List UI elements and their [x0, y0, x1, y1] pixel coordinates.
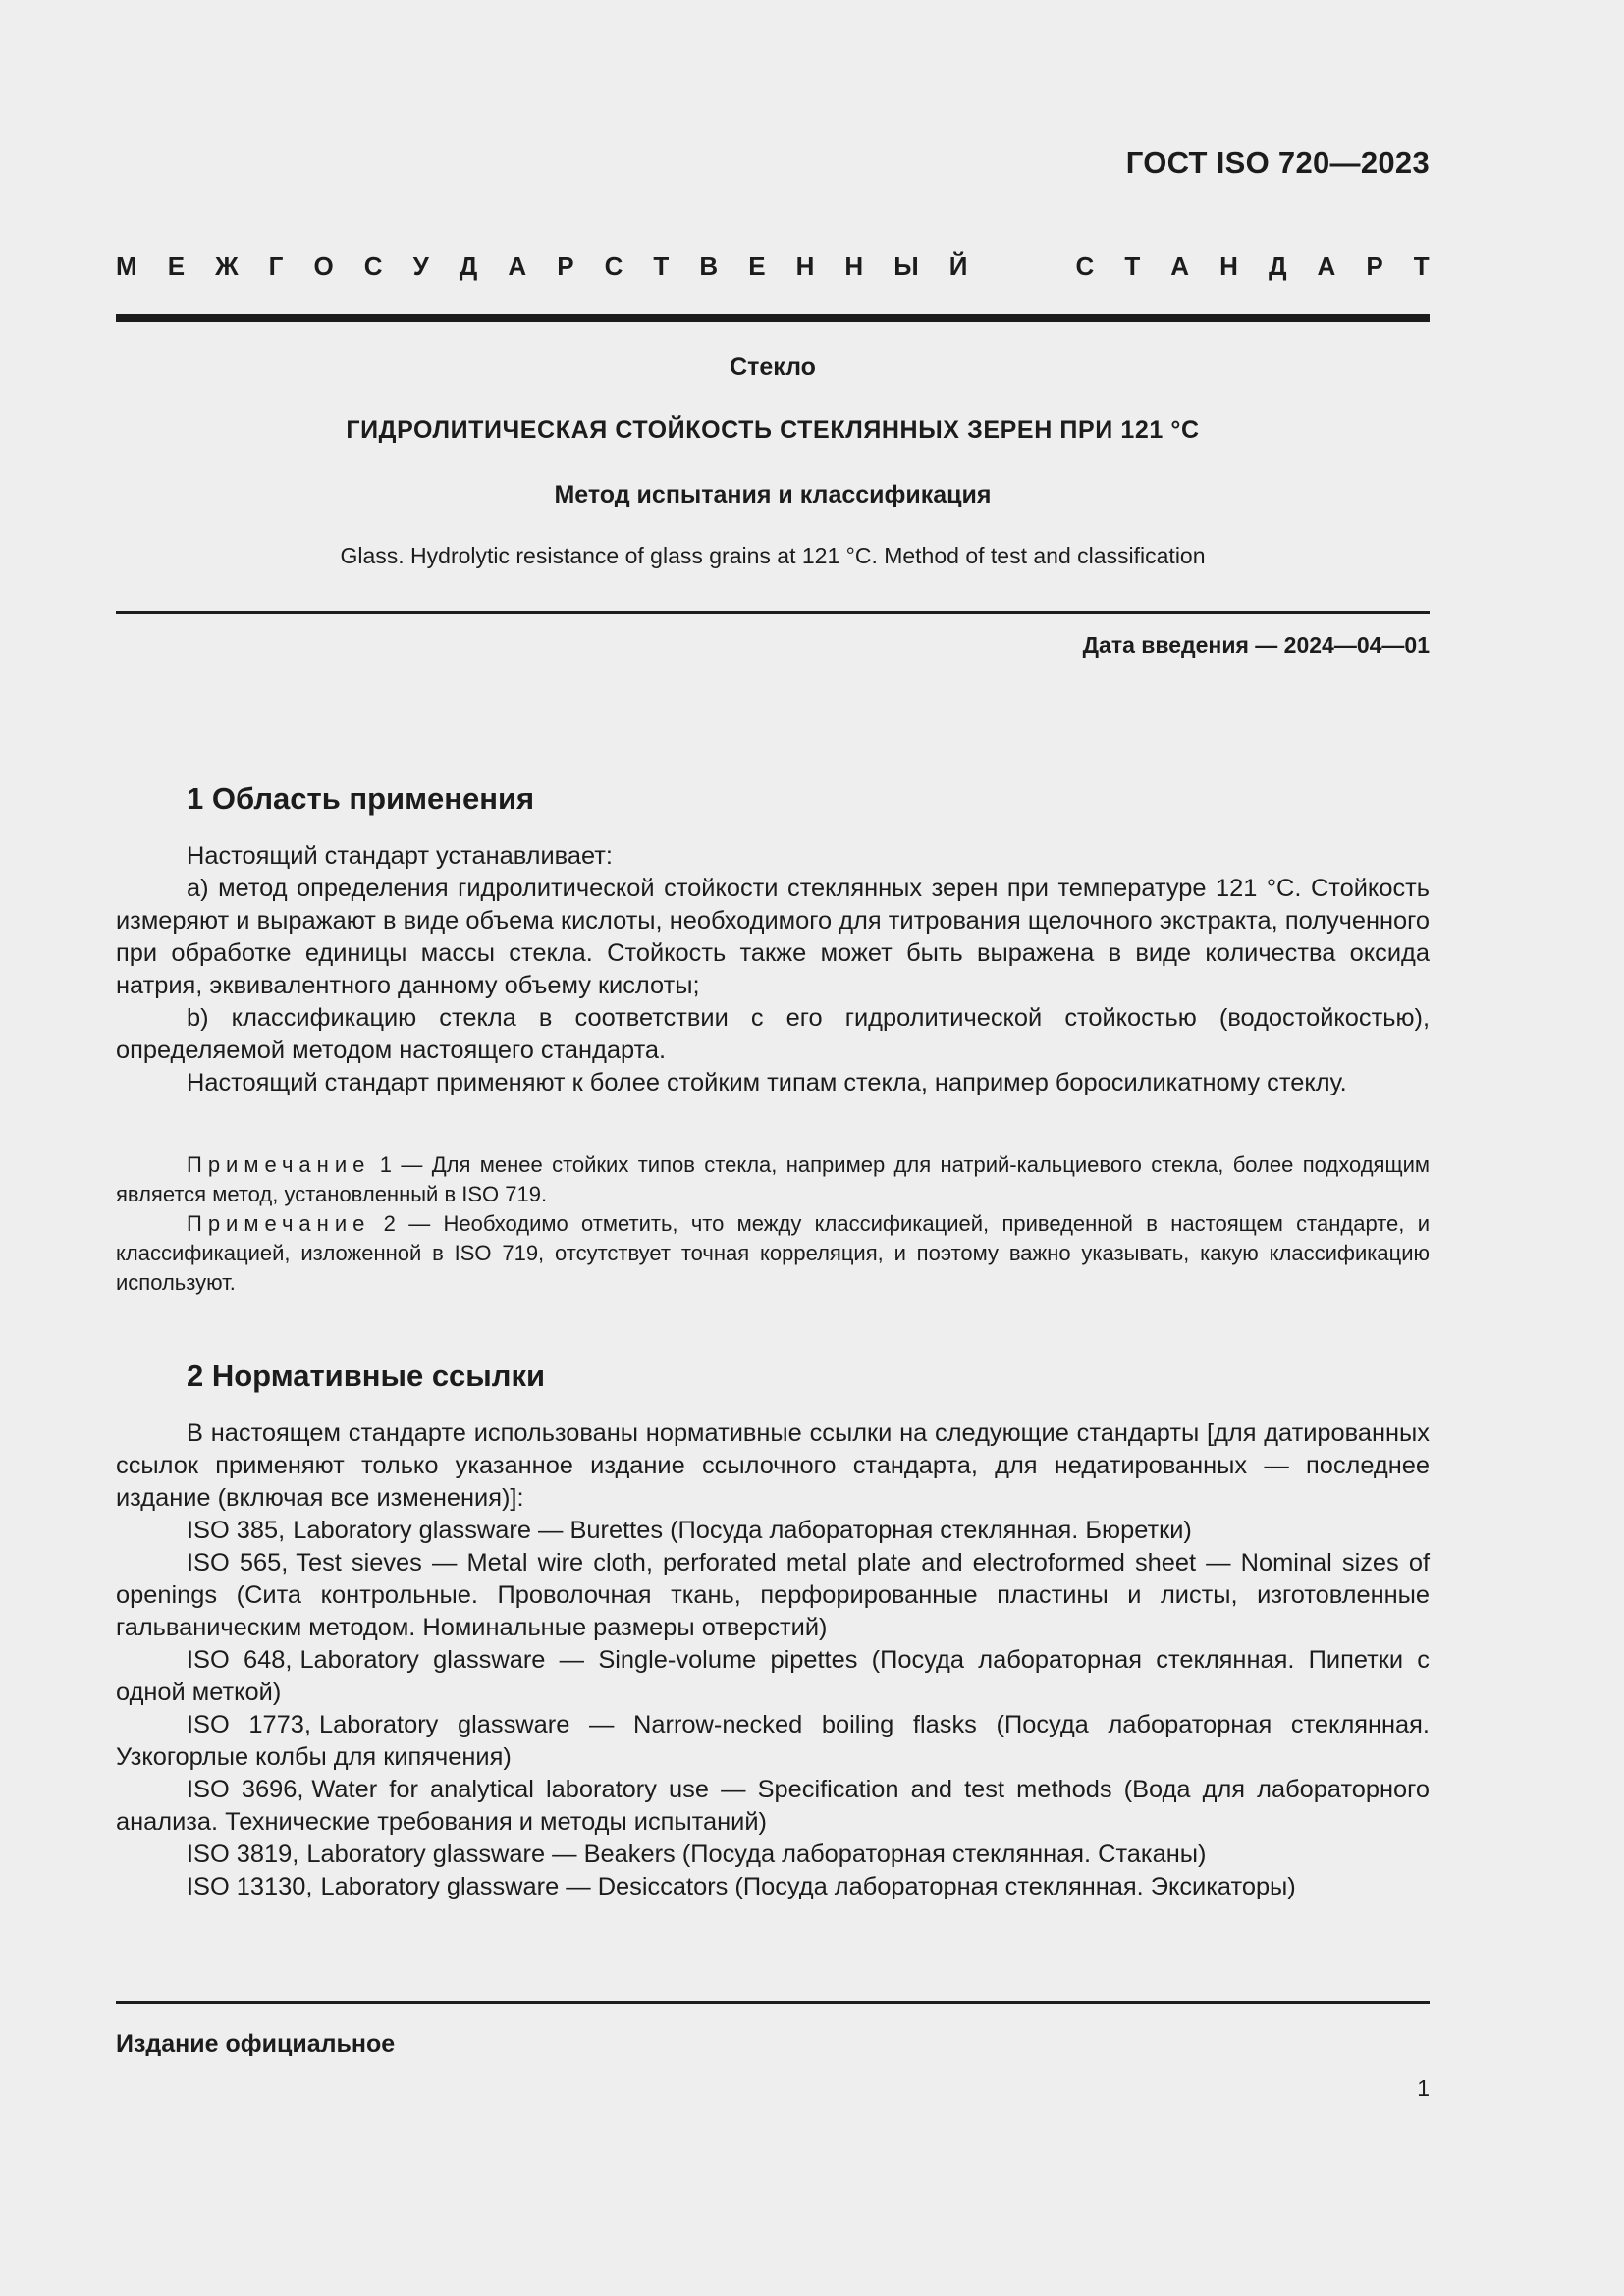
letter: Д: [459, 251, 478, 281]
title-divider: [116, 611, 1430, 614]
section-heading-normative-references: 2 Нормативные ссылки: [187, 1359, 546, 1393]
reference-item: [116, 1709, 1430, 1774]
reference-code: ISO 648,: [187, 1646, 293, 1674]
reference-item: [116, 1515, 1430, 1547]
letter: Т: [1413, 251, 1430, 281]
paragraph: a) метод определения гидролитической стойкости стеклянных зерен при температуре 121 °C. Стойкость измеряют и выражают в виде объема кислоты, необходимого для титрования щелочного экстракта, полученного при обработке единицы массы стекла. Стойкость также может быть выражена в виде количества оксида натрия, эквивалентного данному объему кислоты;: [116, 875, 1430, 999]
reference-text: Laboratory glassware — Narrow-necked boiling flasks (Посуда лабораторная стеклянная. Узкогорлые колбы для кипячения): [116, 1711, 1430, 1771]
paragraph: В настоящем стандарте использованы нормативные ссылки на следующие стандарты [для датированных ссылок применяют только указанное издание ссылочного стандарта, для недатированных — последнее издание (включая все изменения)]:: [116, 1419, 1430, 1512]
letter: А: [1317, 251, 1336, 281]
letter: Н: [1219, 251, 1238, 281]
document-page: [116, 0, 1430, 2296]
letter: Н: [844, 251, 864, 281]
letter: Д: [1268, 251, 1287, 281]
reference-text: Test sieves — Metal wire cloth, perforated metal plate and electroformed sheet — Nominal sizes of openings (Сита контрольные. Проволочная ткань, перфорированные пластины и листы, изготовленные гальваническим методом. Номинальные размеры отверстий): [116, 1549, 1430, 1641]
paragraph: b) классификацию стекла в соответствии с его гидролитической стойкостью (водостойкостью), определяемой методом настоящего стандарта.: [116, 1004, 1430, 1064]
reference-code: ISO 385,: [187, 1517, 286, 1544]
document-number: ГОСТ ISO 720—2023: [1125, 145, 1430, 180]
title-method: Метод испытания и классификация: [554, 481, 992, 508]
official-edition-label: Издание официальное: [116, 2030, 396, 2057]
title-main: Стекло: [730, 353, 816, 381]
reference-text: Water for analytical laboratory use — Specification and test methods (Вода для лабораторного анализа. Технические требования и методы испытаний): [116, 1776, 1430, 1836]
letter: Т: [653, 251, 670, 281]
note-label: Примечание: [187, 1211, 371, 1236]
letter: М: [116, 251, 137, 281]
note-number: 1: [379, 1152, 392, 1177]
title-english: Glass. Hydrolytic resistance of glass grains at 121 °C. Method of test and classification: [340, 543, 1206, 568]
section-heading-scope: 1 Область применения: [187, 781, 535, 816]
letter: Р: [1366, 251, 1383, 281]
title-subject: ГИДРОЛИТИЧЕСКАЯ СТОЙКОСТЬ СТЕКЛЯННЫХ ЗЕРЕН ПРИ 121 °С: [346, 416, 1200, 444]
reference-item: [116, 1871, 1430, 1903]
letter: У: [412, 251, 429, 281]
letter: Е: [167, 251, 186, 281]
letter: Т: [1124, 251, 1141, 281]
reference-code: ISO 3696,: [187, 1776, 304, 1803]
reference-item: [116, 1547, 1430, 1644]
standard-type-heading: [116, 251, 1430, 282]
reference-text: Laboratory glassware — Beakers (Посуда лабораторная стеклянная. Стаканы): [306, 1841, 1207, 1868]
letter: Ы: [893, 251, 919, 281]
letter: Ж: [215, 251, 239, 281]
word-gap: [998, 251, 1045, 282]
note: [116, 1150, 1430, 1209]
letter: А: [1170, 251, 1190, 281]
letter: О: [313, 251, 334, 281]
notes-block: [116, 1150, 1430, 1298]
note-number: 2: [383, 1211, 396, 1236]
reference-text: Laboratory glassware — Burettes (Посуда лабораторная стеклянная. Бюретки): [293, 1517, 1192, 1544]
footer-divider: [116, 2001, 1430, 2004]
section-body-normative-references: [116, 1417, 1430, 1903]
reference-text: Laboratory glassware — Desiccators (Посуда лабораторная стеклянная. Эксикаторы): [320, 1873, 1296, 1900]
letter: Г: [268, 251, 284, 281]
reference-code: ISO 13130,: [187, 1873, 313, 1900]
introduction-date: Дата введения — 2024—04—01: [1082, 632, 1430, 658]
note-text: — Для менее стойких типов стекла, например для натрий-кальциевого стекла, более подходящим является метод, установленный в ISO 719.: [116, 1152, 1430, 1206]
letter: С: [363, 251, 383, 281]
letter: Н: [795, 251, 815, 281]
reference-code: ISO 565,: [187, 1549, 289, 1576]
letter: А: [508, 251, 527, 281]
reference-text: Laboratory glassware — Single-volume pipettes (Посуда лабораторная стеклянная. Пипетки с одной меткой): [116, 1646, 1431, 1706]
letter: Е: [748, 251, 766, 281]
reference-item: [116, 1644, 1430, 1709]
section-body-scope: [116, 840, 1430, 1099]
letter: Р: [557, 251, 574, 281]
paragraph: Настоящий стандарт применяют к более стойким типам стекла, например боросиликатному стеклу.: [187, 1069, 1347, 1096]
page-number: 1: [1417, 2075, 1430, 2101]
letter: В: [699, 251, 719, 281]
reference-code: ISO 3819,: [187, 1841, 299, 1868]
letter: С: [1075, 251, 1095, 281]
note-text: — Необходимо отметить, что между классификацией, приведенной в настоящем стандарте, и классификацией, изложенной в ISO 719, отсутствует точная корреляция, и поэтому важно указывать, какую классификацию используют.: [116, 1211, 1430, 1295]
note-label: Примечание: [187, 1152, 371, 1177]
paragraph: Настоящий стандарт устанавливает:: [187, 842, 613, 870]
header-divider: [116, 314, 1430, 322]
reference-code: ISO 1773,: [187, 1711, 311, 1738]
letter: С: [604, 251, 623, 281]
letter: Й: [948, 251, 968, 281]
reference-item: [116, 1839, 1430, 1871]
reference-item: [116, 1774, 1430, 1839]
note: [116, 1209, 1430, 1298]
